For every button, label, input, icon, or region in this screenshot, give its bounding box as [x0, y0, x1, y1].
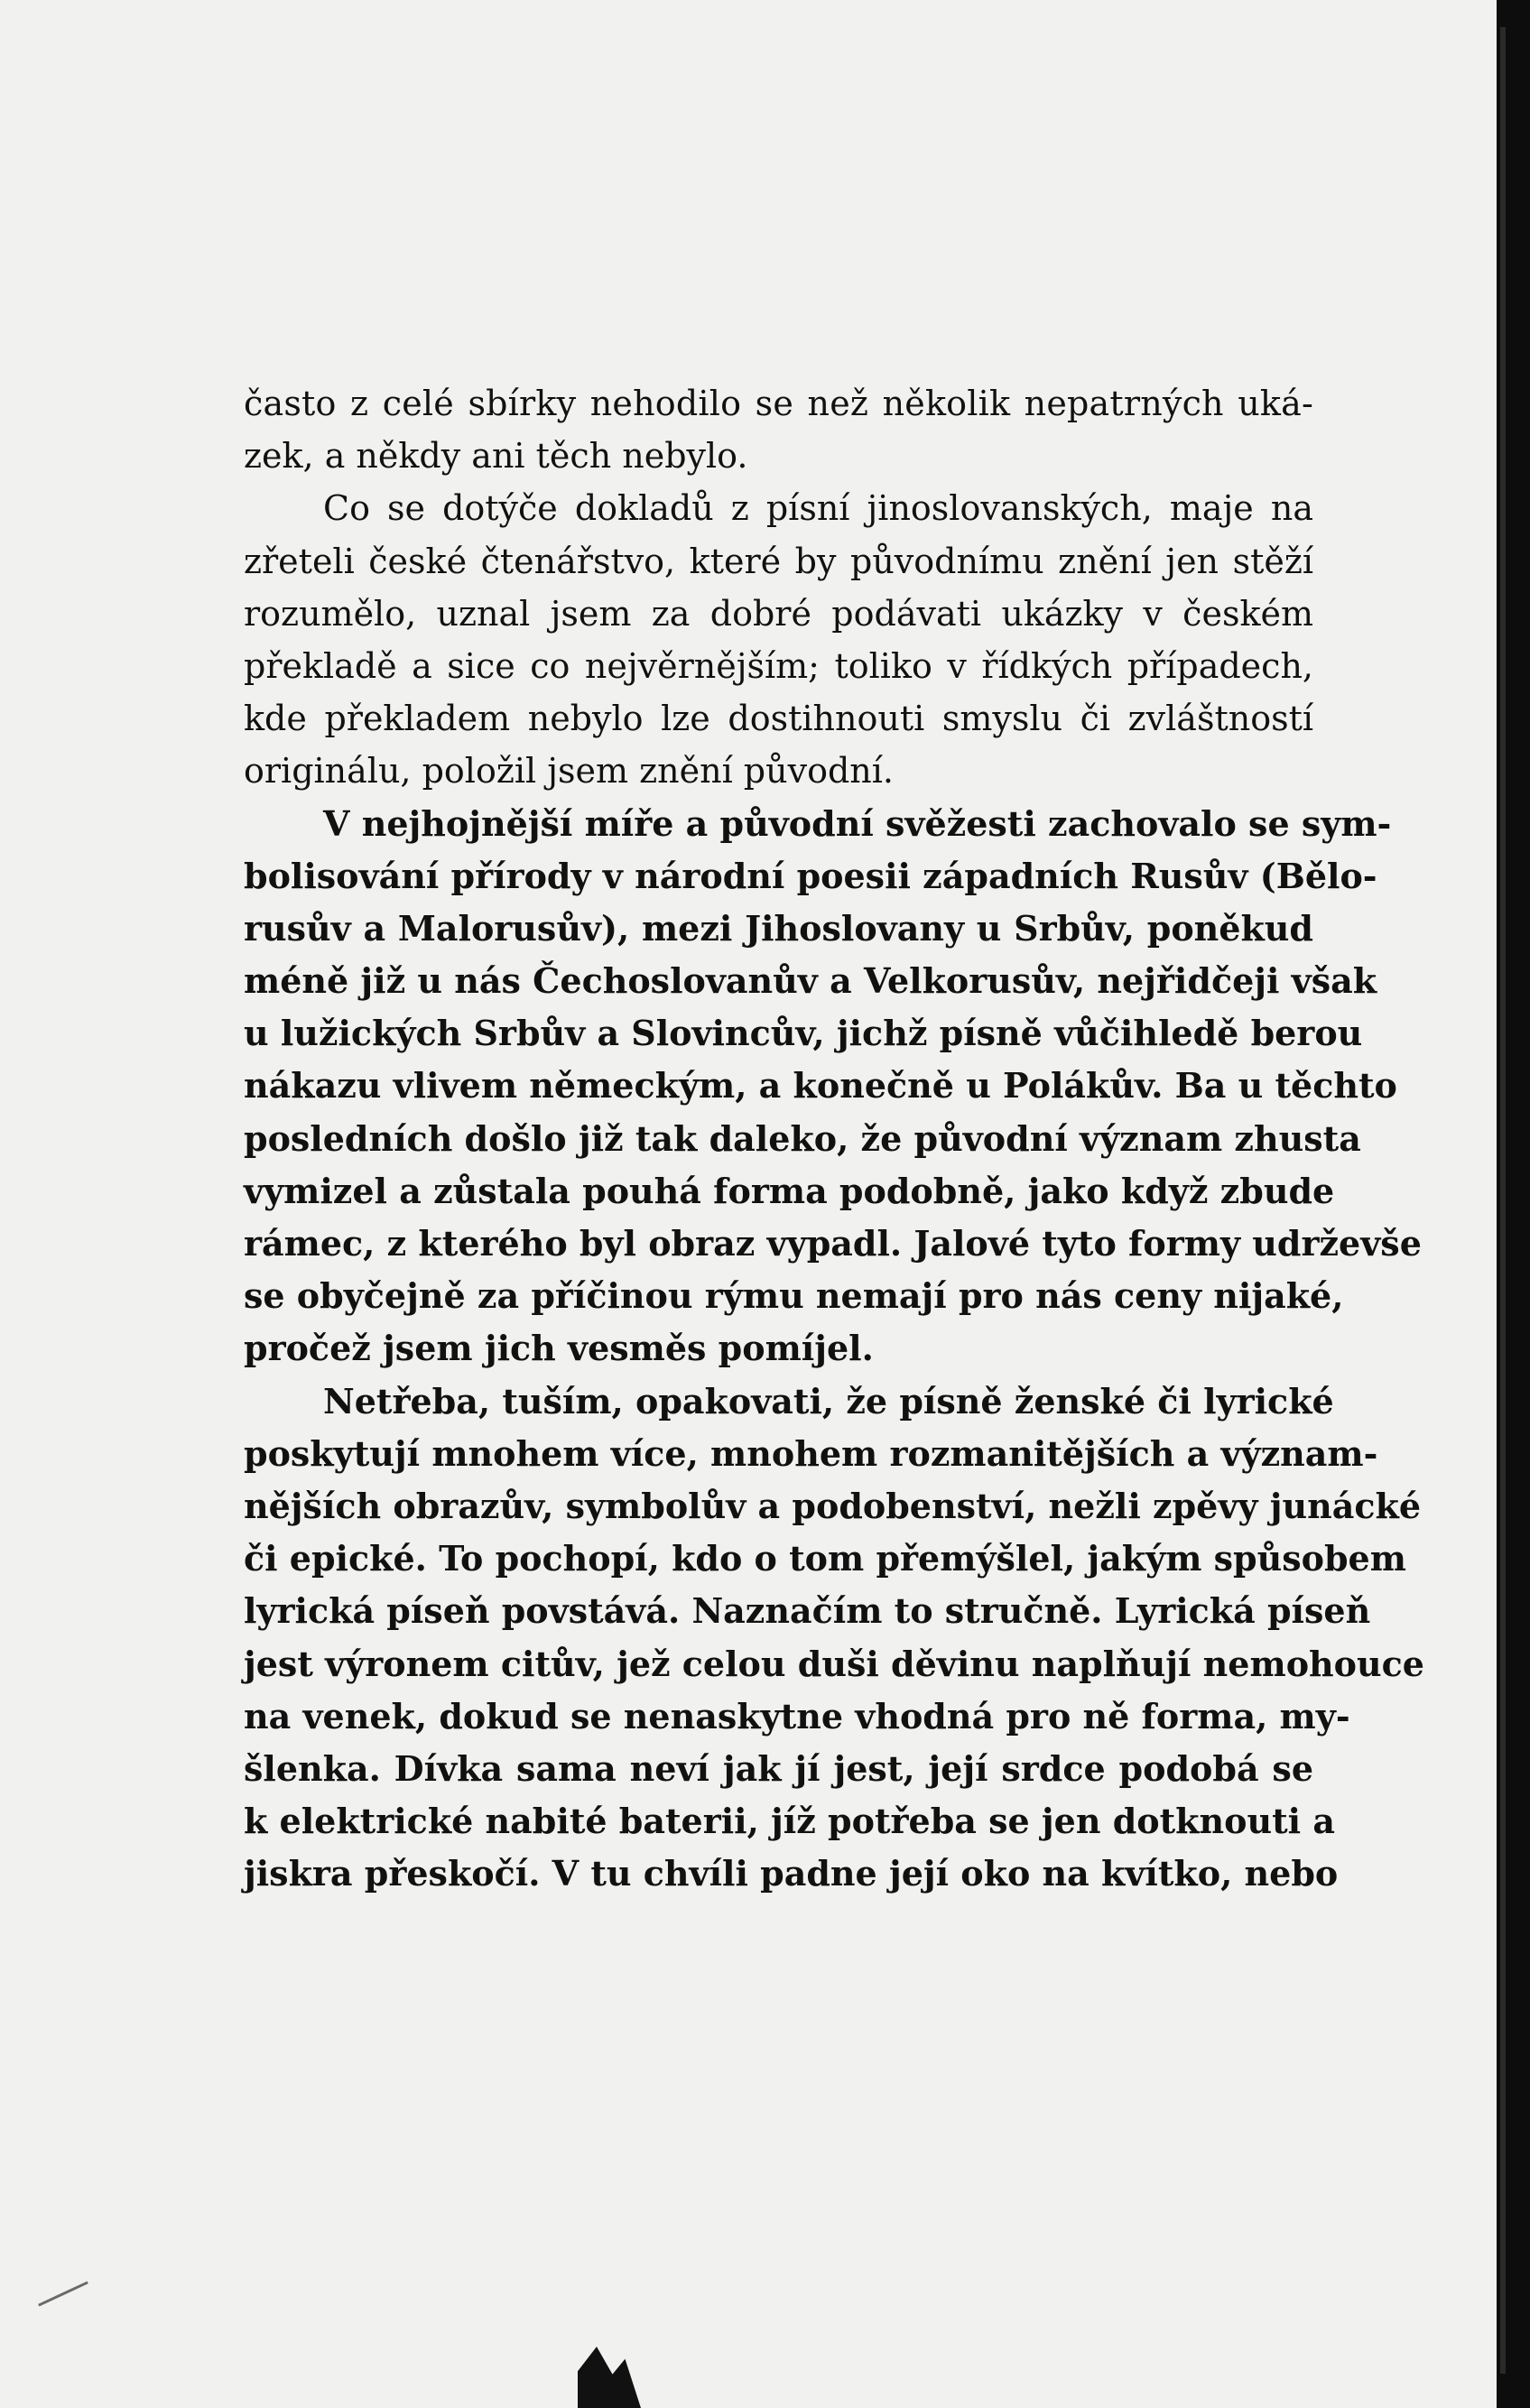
text-line: jest výronem citův, jež celou duši děvinu naplňují nemohouce: [244, 1643, 1424, 1684]
text-line: posledních došlo již tak daleko, že původní význam zhusta: [244, 1117, 1361, 1159]
text-line: k elektrické nabité baterii, jíž potřeba se jen dotknouti a: [244, 1801, 1335, 1842]
text-line: rozumělo, uznal jsem za dobré podávati ukázky v českém: [244, 593, 1313, 634]
scan-artifact: [38, 2281, 88, 2306]
text-line: poskytují mnohem více, mnohem rozmanitějších a význam-: [244, 1432, 1378, 1474]
text-line: lyrická píseň povstává. Naznačím to stručně. Lyrická píseň: [244, 1590, 1371, 1632]
text-line: se obyčejně za příčinou rýmu nemají pro nás ceny nijaké,: [244, 1275, 1344, 1317]
text-line: zek, a někdy ani těch nebylo.: [244, 436, 748, 477]
text-line: V nejhojnější míře a původní svěžesti zachovalo se sym-: [323, 802, 1392, 844]
scan-artifact: [578, 2347, 641, 2408]
text-line: rusův a Malorusův), mezi Jihoslovany u Srbův, poněkud: [244, 907, 1313, 949]
text-line: Co se dotýče dokladů z písní jinoslovanských, maje na: [323, 488, 1313, 529]
text-line: často z celé sbírky nehodilo se než několik nepatrných uká-: [244, 384, 1313, 423]
text-line: zřeteli české čtenářstvo, které by původnímu znění jen stěží: [244, 541, 1313, 581]
text-line: originálu, položil jsem znění původní.: [244, 751, 894, 792]
text-line: překladě a sice co nejvěrnějším; toliko v řídkých případech,: [244, 645, 1313, 686]
text-line: jiskra přeskočí. V tu chvíli padne její oko na kvítko, nebo: [244, 1853, 1339, 1894]
text-line: pročež jsem jich vesměs pomíjel.: [244, 1328, 874, 1369]
text-line: šlenka. Dívka sama neví jak jí jest, její srdce podobá se: [244, 1747, 1313, 1789]
text-line: nákazu vlivem německým, a konečně u Polákův. Ba u těchto: [244, 1065, 1397, 1107]
text-line: či epické. To pochopí, kdo o tom přemýšlel, jakým spůsobem: [244, 1538, 1406, 1579]
text-line: bolisování přírody v národní poesii západních Rusův (Bělo-: [244, 855, 1377, 896]
text-line: Netřeba, tuším, opakovati, že písně ženské či lyrické: [323, 1380, 1334, 1422]
text-line: méně již u nás Čechoslovanův a Velkorusův, nejřidčeji však: [244, 960, 1377, 1002]
text-line: nějších obrazův, symbolův a podobenství, nežli zpěvy junácké: [244, 1485, 1422, 1526]
text-line: u lužických Srbův a Slovincův, jichž písně vůčihledě berou: [244, 1013, 1363, 1054]
text-line: na venek, dokud se nenaskytne vhodná pro ně forma, my-: [244, 1695, 1350, 1737]
page-edge-strip: [1500, 27, 1506, 2374]
text-line: kde překladem nebylo lze dostihnouti smyslu či zvláštností: [244, 699, 1313, 739]
text-line: vymizel a zůstala pouhá forma podobně, jako když zbude: [244, 1170, 1335, 1211]
body-text: [244, 377, 1424, 1900]
text-line: rámec, z kterého byl obraz vypadl. Jalové tyto formy udrževše: [244, 1223, 1422, 1264]
